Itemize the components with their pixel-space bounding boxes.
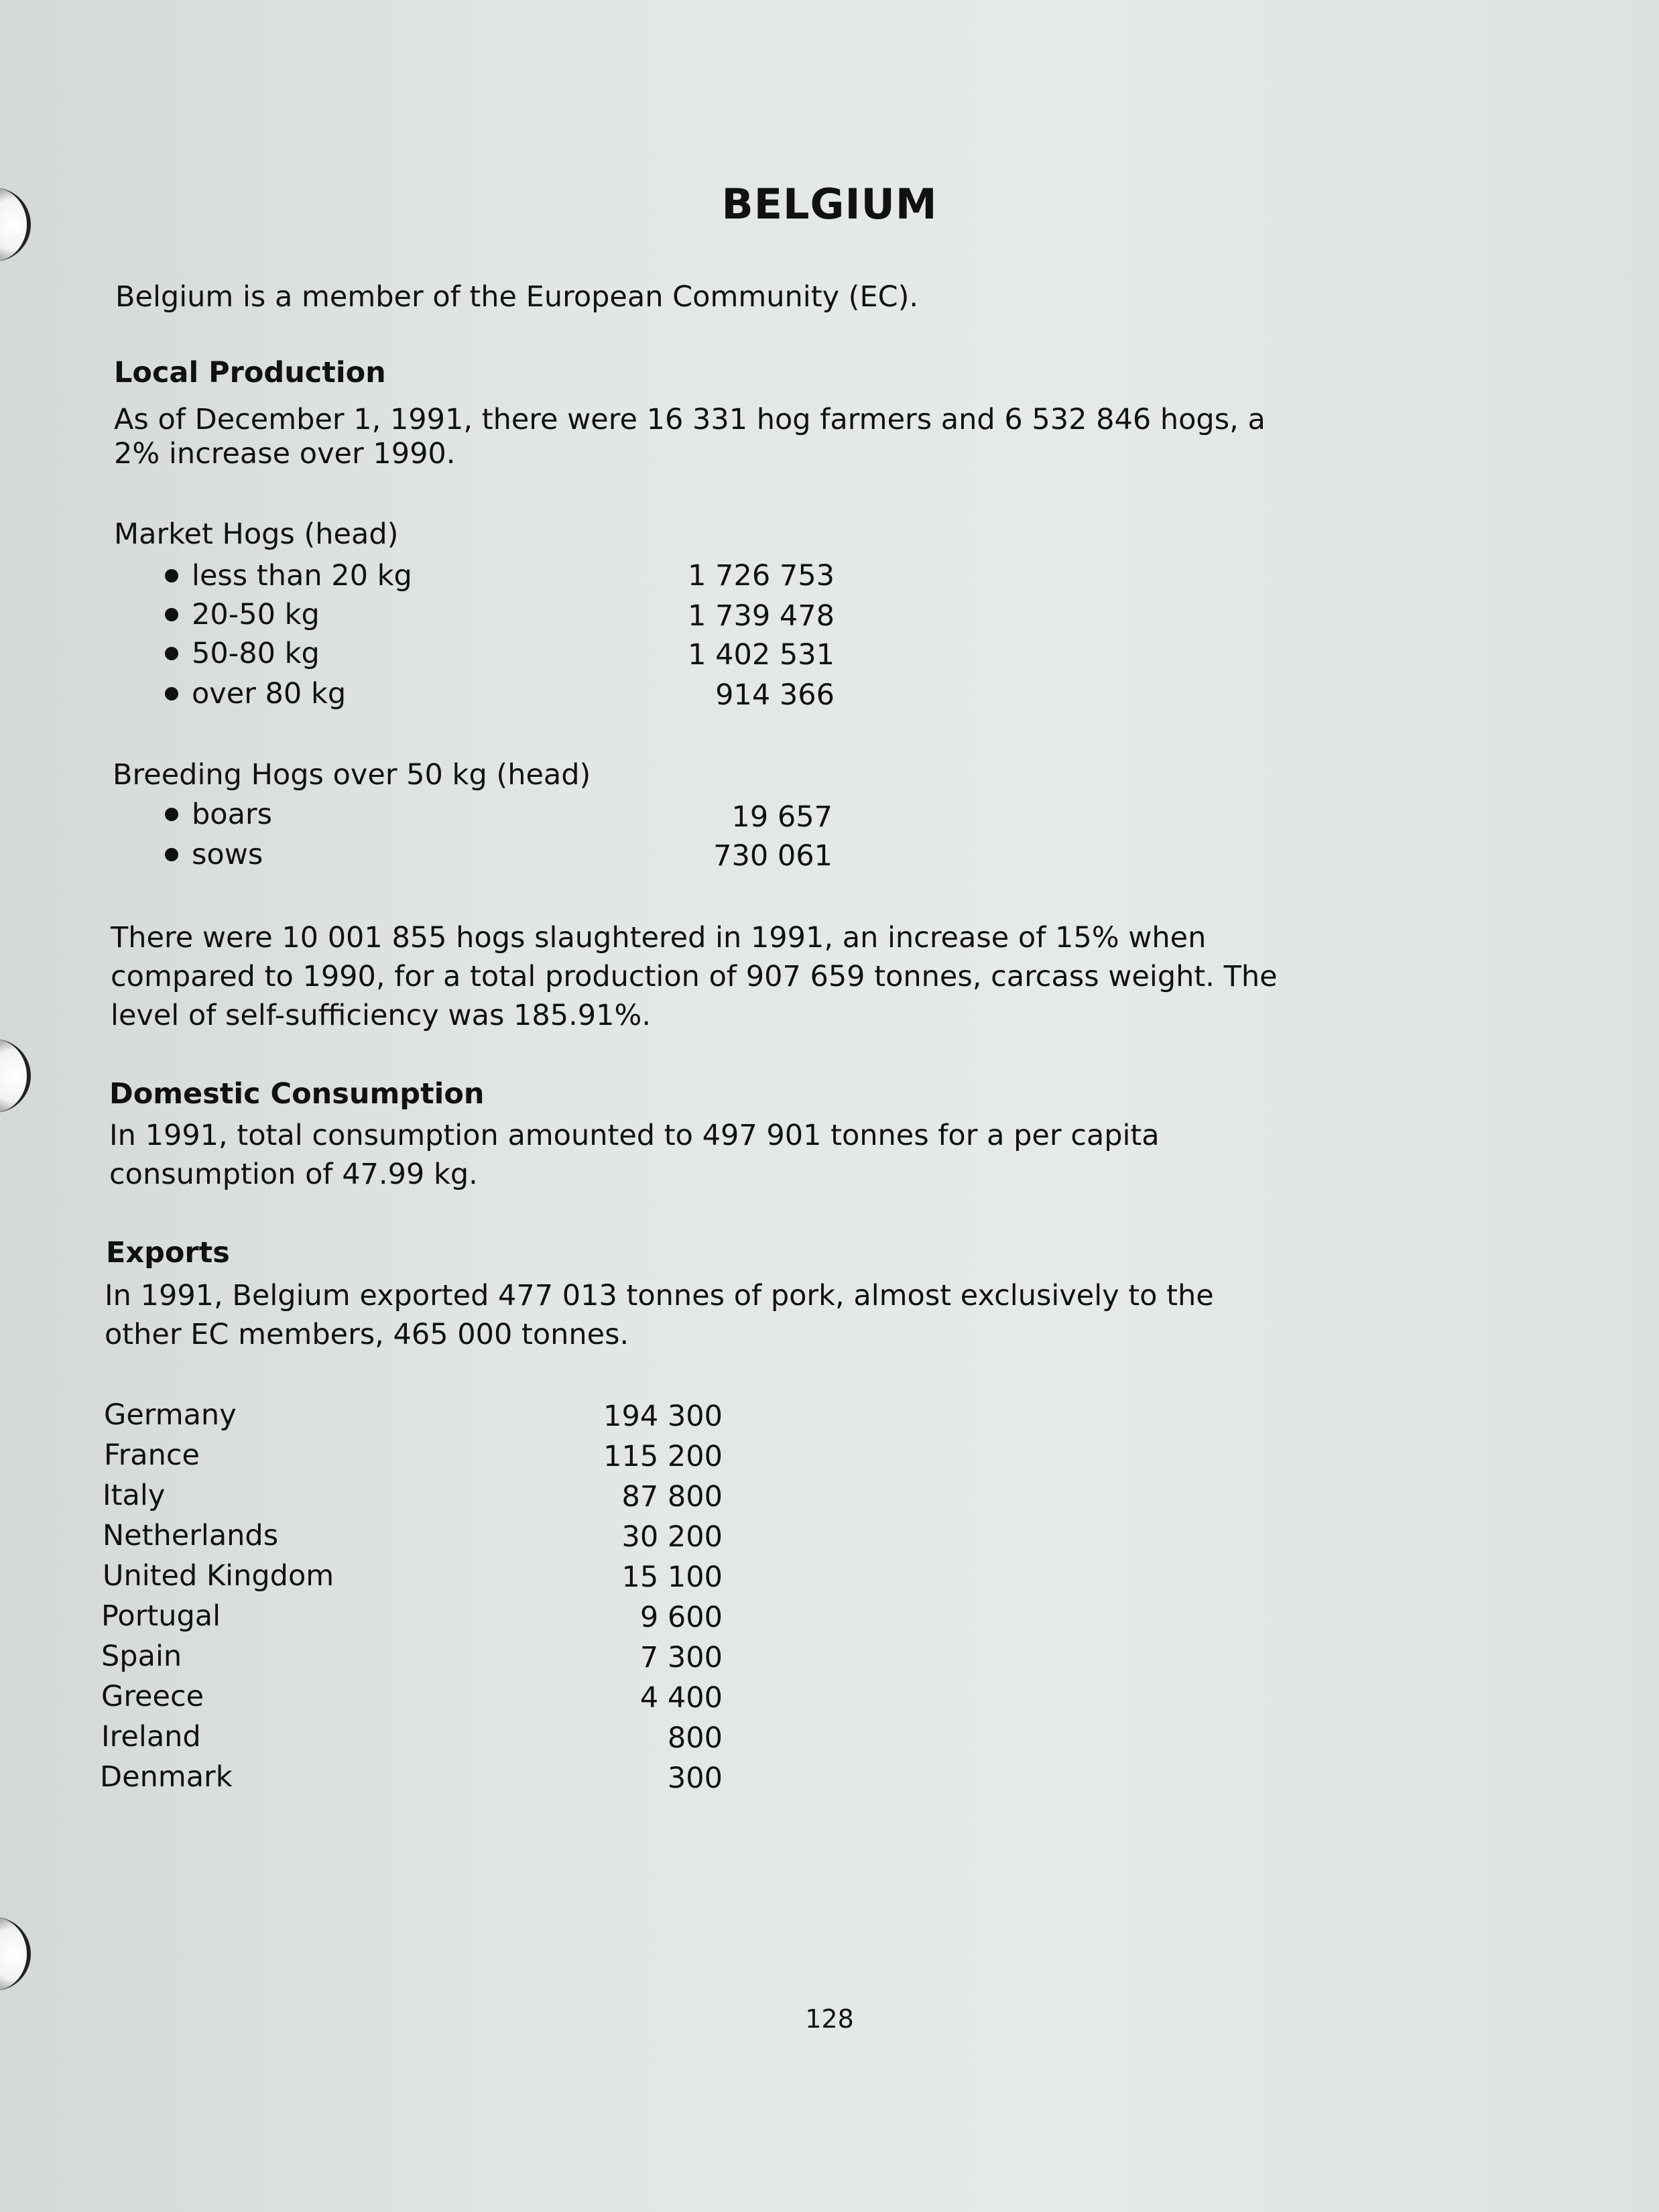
export-value-3: 87 800 xyxy=(621,1480,723,1514)
exports-line-1: In 1991, Belgium exported 477 013 tonnes of pork, almost exclusively to the xyxy=(105,1279,1214,1312)
export-value-8: 4 400 xyxy=(639,1681,723,1715)
breeding-hogs-label-2: sows xyxy=(165,835,263,874)
intro-text: Belgium is a member of the European Community (EC). xyxy=(115,280,919,314)
local-production-heading: Local Production xyxy=(114,356,386,389)
market-hogs-value-3: 1 402 531 xyxy=(688,638,835,672)
export-country-4: Netherlands xyxy=(103,1519,279,1552)
slaughter-line-2: compared to 1990, for a total production of 907 659 tonnes, carcass weight. The xyxy=(111,960,1278,993)
exports-line-2: other EC members, 465 000 tonnes. xyxy=(105,1318,629,1351)
export-country-1: Germany xyxy=(104,1398,237,1432)
export-country-8: Greece xyxy=(101,1680,204,1713)
page-title: BELGIUM xyxy=(721,180,938,229)
export-country-3: Italy xyxy=(103,1479,166,1512)
market-hogs-value-1: 1 726 753 xyxy=(688,559,835,593)
market-hogs-value-2: 1 739 478 xyxy=(688,599,835,633)
market-hogs-value-4: 914 366 xyxy=(715,678,835,712)
breeding-hogs-value-1: 19 657 xyxy=(731,800,833,834)
breeding-hogs-heading: Breeding Hogs over 50 kg (head) xyxy=(113,758,591,792)
export-country-9: Ireland xyxy=(101,1720,201,1754)
export-value-2: 115 200 xyxy=(603,1440,723,1473)
export-value-5: 15 100 xyxy=(621,1560,723,1594)
binder-hole-bottom xyxy=(0,1917,31,1991)
export-value-7: 7 300 xyxy=(639,1641,723,1674)
market-hogs-label-2: 20-50 kg xyxy=(165,595,320,634)
exports-heading: Exports xyxy=(106,1236,230,1270)
local-production-line-1: As of December 1, 1991, there were 16 331 hog farmers and 6 532 846 hogs, a xyxy=(114,403,1266,436)
export-country-5: United Kingdom xyxy=(103,1559,334,1593)
domestic-line-1: In 1991, total consumption amounted to 497 901 tonnes for a per capita xyxy=(109,1119,1160,1152)
breeding-hogs-value-2: 730 061 xyxy=(713,839,833,873)
export-value-6: 9 600 xyxy=(639,1601,723,1634)
market-hogs-label-1: less than 20 kg xyxy=(165,556,412,595)
binder-hole-middle xyxy=(0,1039,31,1113)
domestic-line-2: consumption of 47.99 kg. xyxy=(109,1158,478,1191)
local-production-line-2: 2% increase over 1990. xyxy=(114,437,456,471)
export-country-10: Denmark xyxy=(100,1760,233,1794)
export-value-1: 194 300 xyxy=(603,1400,723,1433)
export-value-4: 30 200 xyxy=(621,1520,723,1554)
slaughter-line-1: There were 10 001 855 hogs slaughtered in 1991, an increase of 15% when xyxy=(111,921,1207,955)
export-country-6: Portugal xyxy=(101,1599,221,1633)
page-number: 128 xyxy=(805,2004,854,2034)
export-country-2: France xyxy=(104,1438,200,1472)
domestic-consumption-heading: Domestic Consumption xyxy=(109,1077,485,1111)
market-hogs-heading: Market Hogs (head) xyxy=(114,517,399,551)
export-country-7: Spain xyxy=(101,1640,182,1673)
breeding-hogs-label-1: boars xyxy=(165,795,272,834)
export-value-9: 800 xyxy=(667,1721,723,1755)
slaughter-line-3: level of self-sufficiency was 185.91%. xyxy=(111,999,651,1032)
export-value-10: 300 xyxy=(667,1762,723,1795)
market-hogs-label-4: over 80 kg xyxy=(165,674,346,713)
market-hogs-label-3: 50-80 kg xyxy=(165,634,320,673)
